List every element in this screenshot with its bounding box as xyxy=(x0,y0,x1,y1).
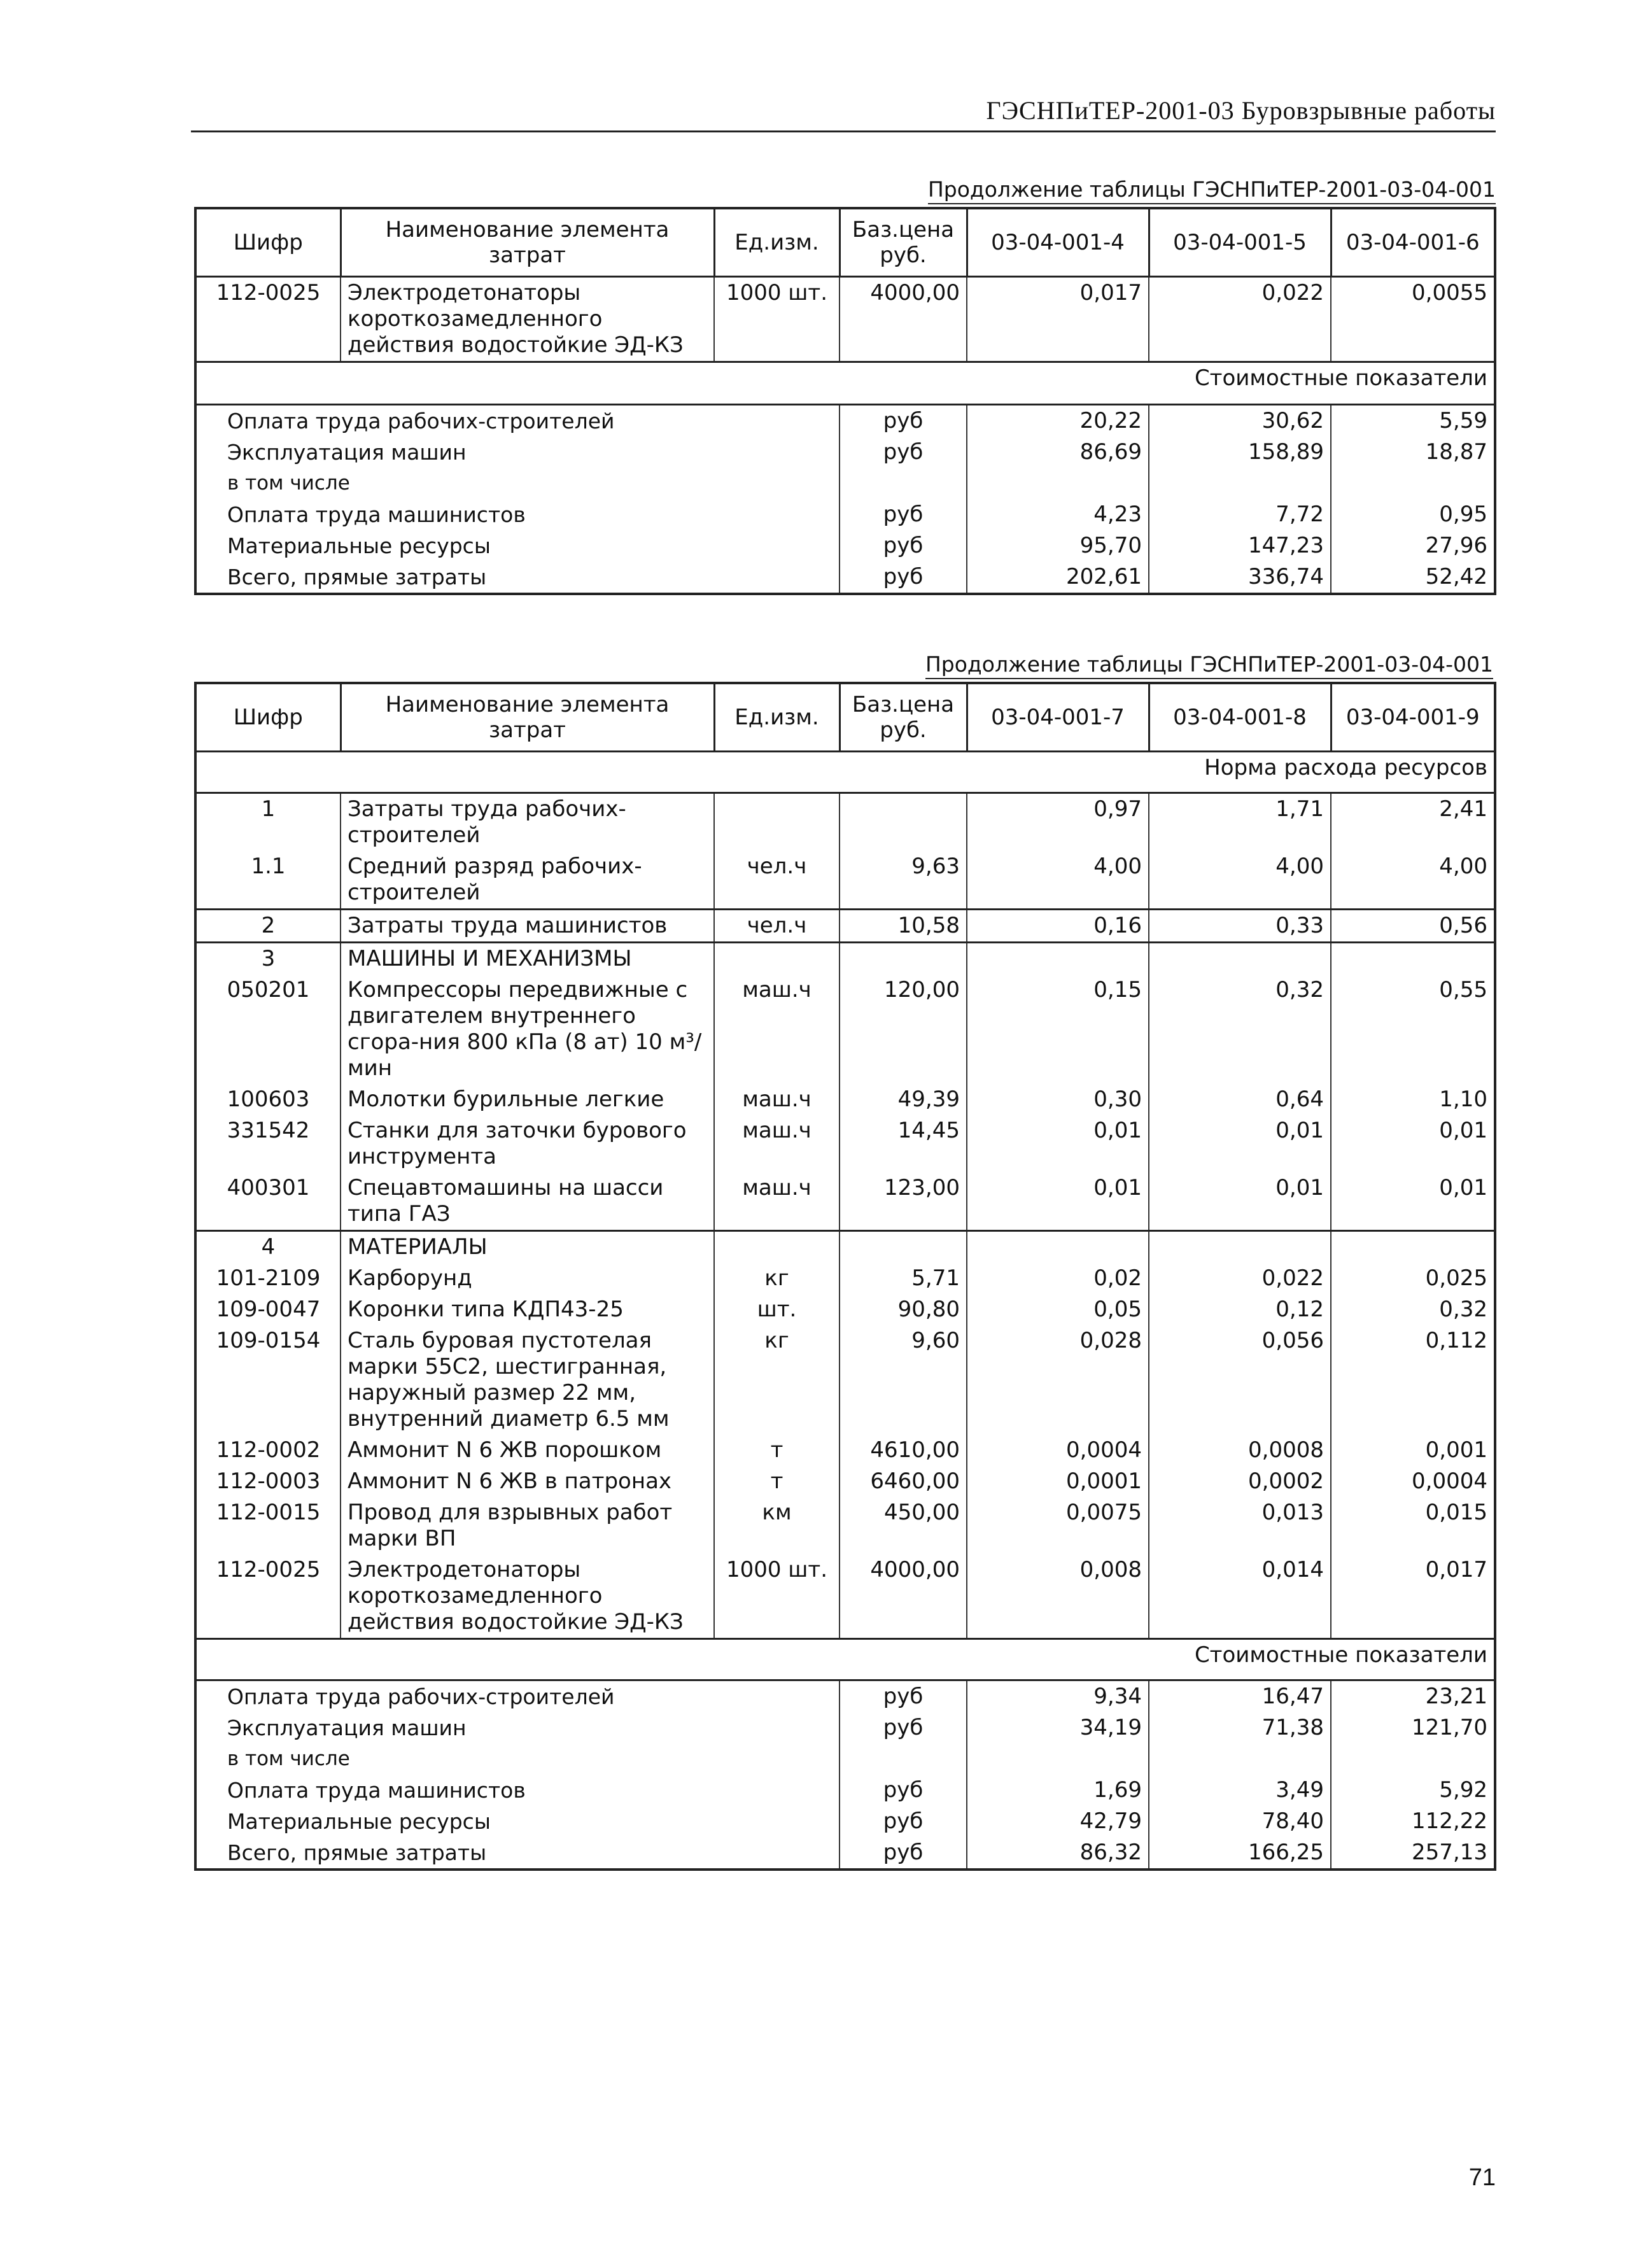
cost-value-3 xyxy=(1331,468,1495,499)
section-heading-row xyxy=(195,943,1495,975)
row-value-3: 0,017 xyxy=(1331,1554,1495,1639)
row-name: Электродетонаторы короткозамедленного действия водостойкие ЭД-КЗ xyxy=(341,1554,714,1639)
row-code: 112-0003 xyxy=(195,1466,341,1497)
cost-value-2: 147,23 xyxy=(1149,530,1331,561)
cost-value-3: 121,70 xyxy=(1331,1712,1495,1743)
table2-caption-text: Продолжение таблицы ГЭСНПиТЕР-2001-03-04-001 xyxy=(925,652,1493,679)
row-value-2: 0,022 xyxy=(1149,1263,1331,1294)
cost-value-2: 30,62 xyxy=(1149,405,1331,437)
row-unit: 1000 шт. xyxy=(714,277,840,362)
row-unit: т xyxy=(714,1435,840,1466)
table-row xyxy=(195,1325,1495,1435)
row-code: 3 xyxy=(195,943,341,975)
cost-band-row xyxy=(195,1639,1495,1680)
row-name: Аммонит N 6 ЖВ в патронах xyxy=(341,1466,714,1497)
header-unit: Ед.изм. xyxy=(714,208,840,277)
cost-band-label: Стоимостные показатели xyxy=(967,1639,1495,1680)
cost-unit: руб xyxy=(840,437,967,468)
cost-value-1 xyxy=(967,468,1149,499)
cost-unit: руб xyxy=(840,530,967,561)
header-price: Баз.цена руб. xyxy=(840,208,967,277)
row-value-2: 0,0002 xyxy=(1149,1466,1331,1497)
cost-value-3: 23,21 xyxy=(1331,1680,1495,1713)
row-value-3: 0,015 xyxy=(1331,1497,1495,1554)
row-value-3: 0,025 xyxy=(1331,1263,1495,1294)
row-value-2: 0,64 xyxy=(1149,1084,1331,1115)
row-value-3: 0,55 xyxy=(1331,975,1495,1084)
row-value-1: 0,0001 xyxy=(967,1466,1149,1497)
table-row xyxy=(195,975,1495,1084)
row-price: 4000,00 xyxy=(840,277,967,362)
row-code: 101-2109 xyxy=(195,1263,341,1294)
table1 xyxy=(194,207,1496,595)
row-value-1: 0,008 xyxy=(967,1554,1149,1639)
header-price: Баз.цена руб. xyxy=(840,683,967,752)
section-heading-row xyxy=(195,1231,1495,1264)
row-value-3: 0,01 xyxy=(1331,1173,1495,1231)
cost-label: Материальные ресурсы xyxy=(195,530,840,561)
row-price xyxy=(840,943,967,975)
row-unit: т xyxy=(714,1466,840,1497)
row-value-1: 0,028 xyxy=(967,1325,1149,1435)
cost-value-2 xyxy=(1149,468,1331,499)
cost-value-3: 5,92 xyxy=(1331,1775,1495,1806)
table-row xyxy=(195,1497,1495,1554)
row-name: Электродетонаторы короткозамедленного действия водостойкие ЭД-КЗ xyxy=(341,277,714,362)
cost-label: Оплата труда машинистов xyxy=(195,1775,840,1806)
row-unit: маш.ч xyxy=(714,975,840,1084)
header-unit: Ед.изм. xyxy=(714,683,840,752)
row-value-2 xyxy=(1149,1231,1331,1264)
cost-label: Эксплуатация машин xyxy=(195,1712,840,1743)
row-value-2: 0,014 xyxy=(1149,1554,1331,1639)
cost-value-1 xyxy=(967,1743,1149,1775)
cost-band-row xyxy=(195,362,1495,405)
row-price: 9,63 xyxy=(840,851,967,910)
cost-value-1: 20,22 xyxy=(967,405,1149,437)
row-code: 109-0047 xyxy=(195,1294,341,1325)
cost-label: Материальные ресурсы xyxy=(195,1806,840,1837)
row-value-3: 0,001 xyxy=(1331,1435,1495,1466)
cost-value-1: 4,23 xyxy=(967,499,1149,530)
row-code: 331542 xyxy=(195,1115,341,1173)
table-row xyxy=(195,1294,1495,1325)
table-row xyxy=(195,1554,1495,1639)
row-price xyxy=(840,793,967,852)
table2-caption xyxy=(188,652,1493,677)
row-value-1 xyxy=(967,1231,1149,1264)
row-value-3: 0,01 xyxy=(1331,1115,1495,1173)
row-code: 050201 xyxy=(195,975,341,1084)
table2 xyxy=(194,682,1496,1871)
row-name: Спецавтомашины на шасси типа ГАЗ xyxy=(341,1173,714,1231)
row-unit xyxy=(714,793,840,852)
header-name: Наименование элемента затрат xyxy=(341,683,714,752)
section-heading: МАТЕРИАЛЫ xyxy=(341,1231,714,1264)
row-price: 49,39 xyxy=(840,1084,967,1115)
cost-row xyxy=(195,1837,1495,1870)
row-code: 400301 xyxy=(195,1173,341,1231)
cost-unit: руб xyxy=(840,405,967,437)
cost-label: Оплата труда рабочих-строителей xyxy=(195,1680,840,1713)
row-value-2: 1,71 xyxy=(1149,793,1331,852)
cost-value-3: 18,87 xyxy=(1331,437,1495,468)
row-price: 4000,00 xyxy=(840,1554,967,1639)
row-unit: кг xyxy=(714,1325,840,1435)
row-unit: шт. xyxy=(714,1294,840,1325)
table-row xyxy=(195,1173,1495,1231)
row-unit: кг xyxy=(714,1263,840,1294)
row-value-2: 0,056 xyxy=(1149,1325,1331,1435)
row-code: 112-0025 xyxy=(195,1554,341,1639)
cost-value-2: 166,25 xyxy=(1149,1837,1331,1870)
cost-label: в том числе xyxy=(195,468,840,499)
cost-value-1: 1,69 xyxy=(967,1775,1149,1806)
row-value-3 xyxy=(1331,943,1495,975)
cost-value-2: 158,89 xyxy=(1149,437,1331,468)
cost-value-1: 42,79 xyxy=(967,1806,1149,1837)
header-name: Наименование элемента затрат xyxy=(341,208,714,277)
row-price: 14,45 xyxy=(840,1115,967,1173)
cost-unit: руб xyxy=(840,1775,967,1806)
row-price xyxy=(840,1231,967,1264)
cost-row xyxy=(195,405,1495,437)
cost-row xyxy=(195,499,1495,530)
cost-value-3: 0,95 xyxy=(1331,499,1495,530)
row-value-3: 2,41 xyxy=(1331,793,1495,852)
row-value-1: 0,16 xyxy=(967,910,1149,943)
row-value-2: 0,32 xyxy=(1149,975,1331,1084)
cost-label: Эксплуатация машин xyxy=(195,437,840,468)
row-name: Средний разряд рабочих-строителей xyxy=(341,851,714,910)
row-price: 5,71 xyxy=(840,1263,967,1294)
cost-row xyxy=(195,530,1495,561)
row-unit: маш.ч xyxy=(714,1173,840,1231)
table-row xyxy=(195,1466,1495,1497)
cost-value-2: 3,49 xyxy=(1149,1775,1331,1806)
row-value-1: 0,01 xyxy=(967,1115,1149,1173)
row-value-1: 0,0075 xyxy=(967,1497,1149,1554)
row-price: 450,00 xyxy=(840,1497,967,1554)
row-value-2: 0,022 xyxy=(1149,277,1331,362)
norm-band-label: Норма расхода ресурсов xyxy=(967,752,1495,793)
cost-value-3: 257,13 xyxy=(1331,1837,1495,1870)
cost-band-label: Стоимостные показатели xyxy=(967,362,1495,405)
header-code: Шифр xyxy=(195,683,341,752)
row-value-3: 0,32 xyxy=(1331,1294,1495,1325)
row-code: 1.1 xyxy=(195,851,341,910)
table1-header-row xyxy=(195,208,1495,277)
table-row xyxy=(195,1435,1495,1466)
row-name: Провод для взрывных работ марки ВП xyxy=(341,1497,714,1554)
cost-unit: руб xyxy=(840,1712,967,1743)
header-col2: 03-04-001-8 xyxy=(1149,683,1331,752)
row-value-1: 0,017 xyxy=(967,277,1149,362)
cost-label: Оплата труда машинистов xyxy=(195,499,840,530)
row-value-3: 4,00 xyxy=(1331,851,1495,910)
row-unit: 1000 шт. xyxy=(714,1554,840,1639)
row-name: Молотки бурильные легкие xyxy=(341,1084,714,1115)
section-heading: МАШИНЫ И МЕХАНИЗМЫ xyxy=(341,943,714,975)
running-header: ГЭСНПиТЕР-2001-03 Буровзрывные работы xyxy=(986,96,1496,125)
row-unit xyxy=(714,943,840,975)
row-value-2: 0,01 xyxy=(1149,1115,1331,1173)
row-code: 100603 xyxy=(195,1084,341,1115)
row-code: 1 xyxy=(195,793,341,852)
table1-caption-text: Продолжение таблицы ГЭСНПиТЕР-2001-03-04-001 xyxy=(928,177,1496,204)
cost-label: Всего, прямые затраты xyxy=(195,1837,840,1870)
row-code: 109-0154 xyxy=(195,1325,341,1435)
norm-band-row xyxy=(195,752,1495,793)
row-code: 4 xyxy=(195,1231,341,1264)
row-price: 90,80 xyxy=(840,1294,967,1325)
cost-row xyxy=(195,561,1495,594)
cost-value-2: 71,38 xyxy=(1149,1712,1331,1743)
header-col3: 03-04-001-6 xyxy=(1331,208,1495,277)
row-value-2: 4,00 xyxy=(1149,851,1331,910)
row-name: Аммонит N 6 ЖВ порошком xyxy=(341,1435,714,1466)
row-unit: маш.ч xyxy=(714,1084,840,1115)
cost-unit: руб xyxy=(840,1680,967,1713)
row-value-2: 0,12 xyxy=(1149,1294,1331,1325)
cost-unit: руб xyxy=(840,1837,967,1870)
row-unit xyxy=(714,1231,840,1264)
cost-value-3: 27,96 xyxy=(1331,530,1495,561)
header-rule xyxy=(191,130,1496,132)
row-unit: чел.ч xyxy=(714,910,840,943)
cost-unit: руб xyxy=(840,1806,967,1837)
row-price: 10,58 xyxy=(840,910,967,943)
row-code: 2 xyxy=(195,910,341,943)
row-value-2: 0,01 xyxy=(1149,1173,1331,1231)
row-value-1: 0,15 xyxy=(967,975,1149,1084)
header-col3: 03-04-001-9 xyxy=(1331,683,1495,752)
table-row xyxy=(195,851,1495,910)
cost-value-2: 7,72 xyxy=(1149,499,1331,530)
row-value-2: 0,013 xyxy=(1149,1497,1331,1554)
cost-unit: руб xyxy=(840,561,967,594)
row-value-3 xyxy=(1331,1231,1495,1264)
row-name: Компрессоры передвижные с двигателем внутреннего сгора-ния 800 кПа (8 ат) 10 м³/мин xyxy=(341,975,714,1084)
cost-value-1: 34,19 xyxy=(967,1712,1149,1743)
row-value-3: 0,56 xyxy=(1331,910,1495,943)
page-number: 71 xyxy=(1468,2164,1496,2191)
cost-label: Всего, прямые затраты xyxy=(195,561,840,594)
cost-row xyxy=(195,437,1495,468)
cost-unit xyxy=(840,1743,967,1775)
row-name: Затраты труда машинистов xyxy=(341,910,714,943)
cost-unit xyxy=(840,468,967,499)
cost-value-1: 95,70 xyxy=(967,530,1149,561)
cost-unit: руб xyxy=(840,499,967,530)
row-price: 6460,00 xyxy=(840,1466,967,1497)
table-row xyxy=(195,277,1495,362)
cost-value-1: 202,61 xyxy=(967,561,1149,594)
cost-label: Оплата труда рабочих-строителей xyxy=(195,405,840,437)
row-price: 9,60 xyxy=(840,1325,967,1435)
row-value-2 xyxy=(1149,943,1331,975)
cost-value-3: 112,22 xyxy=(1331,1806,1495,1837)
header-code: Шифр xyxy=(195,208,341,277)
row-code: 112-0025 xyxy=(195,277,341,362)
row-name: Сталь буровая пустотелая марки 55С2, шестигранная, наружный размер 22 мм, внутренний диаметр 6.5 мм xyxy=(341,1325,714,1435)
row-code: 112-0015 xyxy=(195,1497,341,1554)
cost-label: в том числе xyxy=(195,1743,840,1775)
row-name: Коронки типа КДП43-25 xyxy=(341,1294,714,1325)
header-col1: 03-04-001-4 xyxy=(967,208,1149,277)
cost-row xyxy=(195,468,1495,499)
table1-caption xyxy=(191,177,1496,202)
row-name: Станки для заточки бурового инструмента xyxy=(341,1115,714,1173)
row-value-1: 0,02 xyxy=(967,1263,1149,1294)
cost-value-1: 9,34 xyxy=(967,1680,1149,1713)
row-value-2: 0,33 xyxy=(1149,910,1331,943)
cost-value-1: 86,69 xyxy=(967,437,1149,468)
row-name: Затраты труда рабочих-строителей xyxy=(341,793,714,852)
row-price: 120,00 xyxy=(840,975,967,1084)
cost-value-2: 16,47 xyxy=(1149,1680,1331,1713)
row-value-3: 1,10 xyxy=(1331,1084,1495,1115)
row-value-1: 0,01 xyxy=(967,1173,1149,1231)
cost-row xyxy=(195,1743,1495,1775)
row-unit: маш.ч xyxy=(714,1115,840,1173)
row-value-2: 0,0008 xyxy=(1149,1435,1331,1466)
row-value-3: 0,0055 xyxy=(1331,277,1495,362)
row-value-3: 0,112 xyxy=(1331,1325,1495,1435)
table-row xyxy=(195,1115,1495,1173)
cost-value-1: 86,32 xyxy=(967,1837,1149,1870)
table-row xyxy=(195,1263,1495,1294)
row-name: Карборунд xyxy=(341,1263,714,1294)
row-value-3: 0,0004 xyxy=(1331,1466,1495,1497)
row-price: 123,00 xyxy=(840,1173,967,1231)
cost-row xyxy=(195,1680,1495,1713)
header-col2: 03-04-001-5 xyxy=(1149,208,1331,277)
row-value-1: 0,97 xyxy=(967,793,1149,852)
table2-header-row xyxy=(195,683,1495,752)
row-price: 4610,00 xyxy=(840,1435,967,1466)
table-row xyxy=(195,1084,1495,1115)
cost-value-3: 52,42 xyxy=(1331,561,1495,594)
row-value-1: 0,0004 xyxy=(967,1435,1149,1466)
cost-row xyxy=(195,1775,1495,1806)
cost-value-2: 78,40 xyxy=(1149,1806,1331,1837)
row-unit: чел.ч xyxy=(714,851,840,910)
cost-value-2: 336,74 xyxy=(1149,561,1331,594)
cost-row xyxy=(195,1806,1495,1837)
cost-value-2 xyxy=(1149,1743,1331,1775)
header-col1: 03-04-001-7 xyxy=(967,683,1149,752)
row-value-1: 0,30 xyxy=(967,1084,1149,1115)
cost-row xyxy=(195,1712,1495,1743)
row-value-1 xyxy=(967,943,1149,975)
row-value-1: 4,00 xyxy=(967,851,1149,910)
row-value-1: 0,05 xyxy=(967,1294,1149,1325)
cost-value-3 xyxy=(1331,1743,1495,1775)
cost-value-3: 5,59 xyxy=(1331,405,1495,437)
table-row xyxy=(195,910,1495,943)
row-unit: км xyxy=(714,1497,840,1554)
row-code: 112-0002 xyxy=(195,1435,341,1466)
table-row xyxy=(195,793,1495,852)
